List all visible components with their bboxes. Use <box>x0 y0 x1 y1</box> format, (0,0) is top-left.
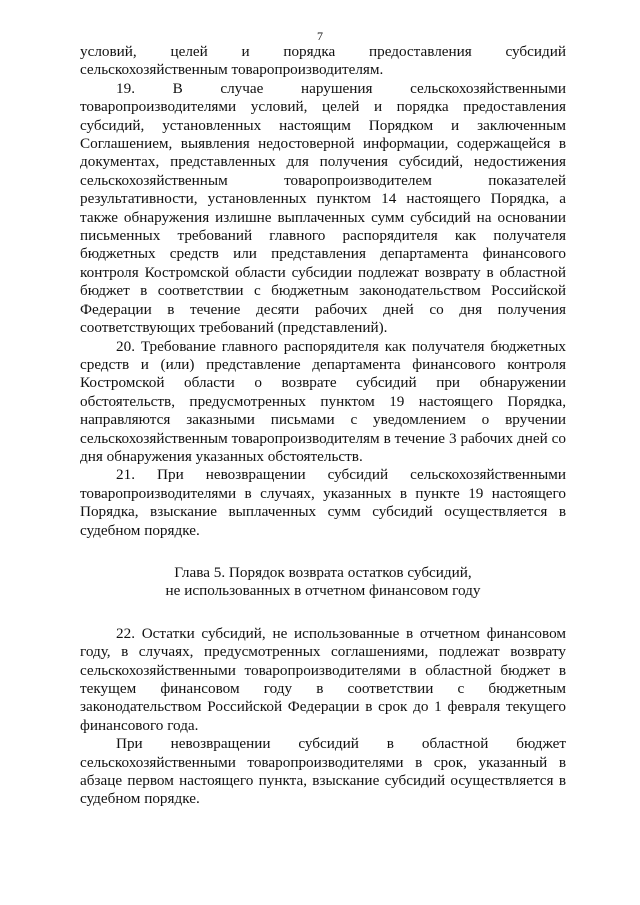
chapter-heading-line-1: Глава 5. Порядок возврата остатков субсидий, <box>174 563 472 581</box>
chapter-heading <box>80 564 566 601</box>
page-number: 7 <box>317 29 323 43</box>
paragraph-item-22-second: При невозвращении субсидий в областной бюджет сельскохозяйственными товаропроизводителями в срок, указанный в абзаце первом настоящего пункта, взыскание субсидий осуществляется в судебном порядке. <box>80 735 566 808</box>
chapter-heading-line-2: не использованных в отчетном финансовом году <box>165 582 481 600</box>
paragraph-item-20: 20. Требование главного распорядителя как получателя бюджетных средств и (или) представление департамента финансового контроля Костромской области о возврате субсидий при обнаружении обстоятельств, предусмотренных пунктом 19 настоящего Порядка, направляются заказными письмами с уведомлением о вручении сельскохозяйственным товаропроизводителям в течение 3 рабочих дней со дня обнаружения указанных обстоятельств. <box>80 337 566 465</box>
page-content <box>80 43 566 809</box>
paragraph-item-22: 22. Остатки субсидий, не использованные в отчетном финансовом году, в случаях, предусмотренных соглашениями, подлежат возврату сельскохозяйственными товаропроизводителями в областной бюджет в текущем финансовом году в соответствии с бюджетным законодательством Российской Федерации в срок до 1 февраля текущего финансового года. <box>80 624 566 734</box>
paragraph-item-19: 19. В случае нарушения сельскохозяйственными товаропроизводителями условий, целей и порядка предоставления субсидий, установленных настоящим Порядком и заключенным Соглашением, выявления недостоверной информации, содержащейся в документах, представленных для получения субсидий, недостижения сельскохозяйственным товаропроизводителем показателей результативности, установленных пунктом 14 настоящего Порядка, а также обнаружения излишне выплаченных сумм субсидий на основании письменных требований главного распорядителя как получателя бюджетных средств или представления департамента финансового контроля Костромской области субсидии подлежат возврату в областной бюджет в соответствии с бюджетным законодательством Российской Федерации в течение десяти рабочих дней со дня получения соответствующих требований (представлений). <box>80 79 566 337</box>
paragraph-continuation: условий, целей и порядка предоставления субсидий сельскохозяйственным товаропроизводителям. <box>80 43 566 79</box>
paragraph-item-21: 21. При невозвращении субсидий сельскохозяйственными товаропроизводителями в случаях, указанных в пункте 19 настоящего Порядка, взыскание выплаченных сумм субсидий осуществляется в судебном порядке. <box>80 466 566 539</box>
